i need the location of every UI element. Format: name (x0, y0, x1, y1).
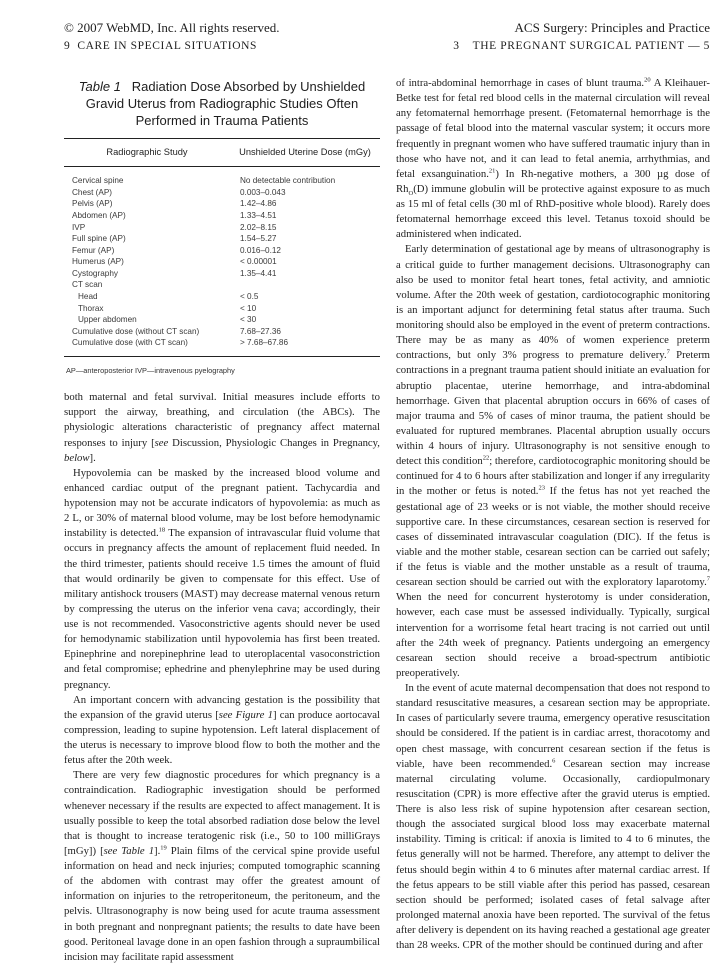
study-cell: Cystography (72, 268, 118, 278)
dose-cell: < 30 (240, 315, 257, 325)
table-row (64, 268, 380, 280)
dose-cell: 7.68–27.36 (240, 326, 281, 336)
table-row (64, 167, 380, 187)
citation: 20 (644, 76, 651, 84)
table-row (64, 233, 380, 245)
table-row (64, 198, 380, 210)
dose-cell: < 0.5 (240, 292, 259, 302)
study-cell: IVP (72, 222, 86, 232)
citation: 6 (552, 757, 556, 765)
copyright-notice: © 2007 WebMD, Inc. All rights reserved. (64, 20, 280, 35)
study-cell: Full spine (AP) (72, 234, 126, 244)
paragraph: An important concern with advancing gestation is the possibility that the expansion of the gravid uterus [see Figure 1] can produce aortocaval compression, leading to supine hypotension. Left lateral displacement of the uterus is necessary to improve blood flow to both the mother and the fetus after the 20th week. (64, 693, 380, 767)
dose-cell: < 0.00001 (240, 257, 277, 267)
right-column (396, 76, 710, 953)
study-cell: Femur (AP) (72, 245, 115, 255)
dose-cell: 1.42–4.86 (240, 199, 277, 209)
table-row (64, 291, 380, 303)
table-row (64, 326, 380, 338)
citation: 19 (160, 844, 167, 852)
study-cell: Pelvis (AP) (72, 199, 113, 209)
dose-cell: 0.016–0.12 (240, 245, 281, 255)
table-row (64, 256, 380, 268)
table-caption (64, 78, 380, 129)
dose-cell: 1.54–5.27 (240, 234, 277, 244)
dose-cell: 1.33–4.51 (240, 210, 277, 220)
citation: 22 (482, 454, 490, 462)
header-bottom-row (64, 37, 710, 56)
column-header-dose: Unshielded Uterine Dose (mGy) (230, 139, 380, 167)
paragraph: Early determination of gestational age by means of ultrasonography is a critical guide to further management decisions. Ultrasonography can also be used to monitor fetal heart tones, fetal activity, and amniotic volume. After the 20th week of gestation, cardiotocographic monitoring is an important adjunct for determining fetal status after trauma. Such monitoring should also be employed in the event of preterm contractions. There may be as many as 40% of women experience preterm contractions, but only 3% progress to premature delivery.$^7$ Preterm contractions in a pregnant trauma patient should initiate an evaluation for abruptio placentae, uterine hemorrhage, and intra-abdominal hemorrhage. Given that placental abruption occurs in 66% of cases of major trauma and 5% of cases of minor trauma, the patient should be evaluated for ruptured membranes. Placental abruption usually occurs within 4 hours of injury. Ultrasonography is not sensitive enough to detect this condition$^{22}$; therefore, cardiotocographic monitoring should be continued for 4 to 6 hours after stabilization and longer if any irregularity in the mother or fetus is noted.$^{23}$ If the fetus has not yet reached the gestational age of 23 weeks or is not viable, the mother should receive supportive care. In these circumstances, cesarean section is reserved for cases of disseminated intravascular coagulation (DIC). If the fetus is viable and the mother stable, cesarean section can be carried out safely; if the fetus is viable and the mother unstable as a result of trauma, cesarean section should be carried out with the exploratory laparotomy.$^7$ When the need for concurrent hysterotomy is under consideration, however, each case must be assessed individually. Typically, surgical intervention for a worrisome fetal heart tracing is not carried out until after the 24th week of pregnancy. Patients undergoing an emergency cesarean section should receive a broad-spectrum antibiotic preoperatively. (396, 243, 711, 679)
table-row (64, 303, 380, 315)
dose-cell: 0.003–0.043 (240, 187, 286, 197)
paragraph: Hypovolemia can be masked by the increased blood volume and enhanced cardiac output of the pregnant patient. Tachycardia and hypotension may not be accurate indicators of hypovolemia: as much as 2 L, or 30% of maternal blood volume, may be lost before hemodynamic instability is detected.$^{18}$ The expansion of intravascular fluid volume that occurs in pregnancy affects the amount of replacement fluid needed. In the third trimester, patients should receive 1.5 times the amount of fluid that would ordinarily be given to compensate for this effect. Use of military antishock trousers (MAST) may decrease maternal venous return by compressing the uterus on the inferior vena cava; accordingly, their use is not recommended. Vasoconstrictive agents should never be used for hemodynamic stabilization until hypovolemia has first been treated. Epinephrine and norepinephrine lead to uteroplacental vasoconstriction and fetal compromise; ephedrine and phenylephrine may be used during pregnancy. (64, 466, 381, 691)
table-label: Table 1 (78, 79, 121, 94)
citation: 7 (706, 575, 710, 583)
citation: 18 (158, 526, 166, 534)
study-cell: Cervical spine (72, 176, 124, 186)
section-heading (64, 37, 257, 56)
dose-cell (230, 279, 380, 291)
study-cell: Cumulative dose (without CT scan) (72, 326, 200, 336)
citation: 21 (488, 167, 496, 175)
dose-cell: No detectable contribution (240, 176, 336, 186)
radiation-dose-table (64, 138, 380, 357)
table-row (64, 314, 380, 326)
column-header-study: Radiographic Study (64, 139, 230, 167)
dose-cell: > 7.68–67.86 (240, 338, 289, 348)
table-row (64, 222, 380, 234)
paragraph: both maternal and fetal survival. Initial measures include efforts to support the airway, breathing, and circulation (the ABCs). The physiologic alterations characteristic of pregnancy affect maternal responses to injury [see Discussion, Physiologic Changes in Pregnancy, below]. (64, 391, 380, 464)
study-cell: Upper abdomen (78, 315, 137, 325)
dose-cell: 1.35–4.41 (240, 268, 277, 278)
table-row (64, 245, 380, 257)
table-row (64, 187, 380, 199)
table-header-row (64, 139, 380, 167)
table-title: Radiation Dose Absorbed by Unshielded Gravid Uterus from Radiographic Studies Often Performed in Trauma Patients (85, 79, 366, 128)
dose-cell: < 10 (240, 303, 257, 313)
study-cell: Abdomen (AP) (72, 210, 126, 220)
citation: 23 (538, 484, 545, 492)
chapter-number: 3 (453, 40, 460, 52)
chapter-title: THE PREGNANT SURGICAL PATIENT — 5 (472, 40, 710, 52)
table-row (64, 210, 380, 222)
table-footnote: AP—anteroposterior IVP—intravenous pyelography (66, 366, 235, 376)
paragraph: In the event of acute maternal decompensation that does not respond to standard resuscitative measures, a cesarean section may be appropriate. In cases of particularly severe trauma, emergency operative resuscitation should be considered. If the patient is in cardiac arrest, thoracotomy and open chest massage, with concurrent cesarean section if the fetus is viable, have been recommended.$^6$ Cesarean section may increase maternal circulating volume. Occasionally, cardiopulmonary resuscitation (CPR) is more effective after the gravid uterus is emptied. There is also less risk of supine hypotension after cesarean section, though the associated surgical blood loss may exacerbate maternal instability. Timing is critical: if anoxia is limited to 4 to 6 minutes, the fetus generally will not be harmed. Therefore, any attempt to deliver the fetus should begin within 4 to 6 minutes after maternal cardiac arrest. If the fetus appears to be still viable after this period has passed, cesarean section should be performed; isolated cases of fetal salvage after prolonged maternal anoxia have been reported. The survival of the fetus after delivery is dependent on its having reached a gestational age greater than 28 weeks. CPR of the mother should be continued during and after (396, 682, 710, 952)
section-number: 9 (64, 40, 71, 52)
study-cell: Head (78, 292, 98, 302)
study-cell: Cumulative dose (with CT scan) (72, 338, 188, 348)
table-body (64, 167, 380, 357)
header-top-row (64, 18, 710, 37)
book-title: ACS Surgery: Principles and Practice (514, 20, 710, 35)
study-cell: Thorax (78, 303, 104, 313)
study-cell: CT scan (72, 280, 103, 290)
paragraph: There are very few diagnostic procedures for which pregnancy is a contraindication. Radiographic investigation should be performed whenever necessary if the results are expected to affect management. It is usually possible to keep the total absorbed radiation dose below the level that is thought to increase teratogenic risk (i.e., 50 to 100 milliGrays [mGy]) [see Table 1].$^{19}$ Plain films of the cervical spine provide useful information on head and neck injuries; computed tomographic scanning of the abdomen with contrast may offer the greatest amount of information on injuries to the retroperitoneum, the peritoneum, and the pelvis. Ultrasonography is now being used for acute trauma assessment in both pregnant and nonpregnant patients; the results to date have been good. Peritoneal lavage done in an open fashion through a supraumbilical incision may facilitate rapid assessment (64, 769, 380, 963)
citation: 7 (666, 348, 670, 356)
paragraph: of intra-abdominal hemorrhage in cases of blunt trauma.$^{20}$ A Kleihauer-Betke test for fetal red blood cells in the maternal circulation will reveal any fetomaternal hemorrhage present. (Fetomaternal hemorrhage is the passage of fetal blood into the maternal vascular system; it occurs more frequently in pregnant women who have suffered traumatic injury than in those who have not, and it can lead to fetal anemia, arrhythmias, and fetal exsanguination.$^{21}$) In Rh-negative mothers, a 300 µg dose of $Rh_O(D)$ immune globulin will be protective against exposure to as much as 15 ml of fetal cells (30 ml of RhD-positive whole blood). Rarely does fetomaternal hemorrhage exceed this level. Tetanus toxoid should be administered when indicated. (396, 76, 710, 241)
study-cell: Humerus (AP) (72, 257, 124, 267)
left-column (64, 74, 380, 965)
chapter-heading (453, 37, 710, 56)
table-row (64, 337, 380, 356)
section-title: CARE IN SPECIAL SITUATIONS (77, 40, 258, 52)
table-row (64, 279, 380, 291)
dose-cell: 2.02–8.15 (240, 222, 277, 232)
study-cell: Chest (AP) (72, 187, 113, 197)
subscript: O (408, 190, 414, 198)
page-header (64, 18, 710, 56)
